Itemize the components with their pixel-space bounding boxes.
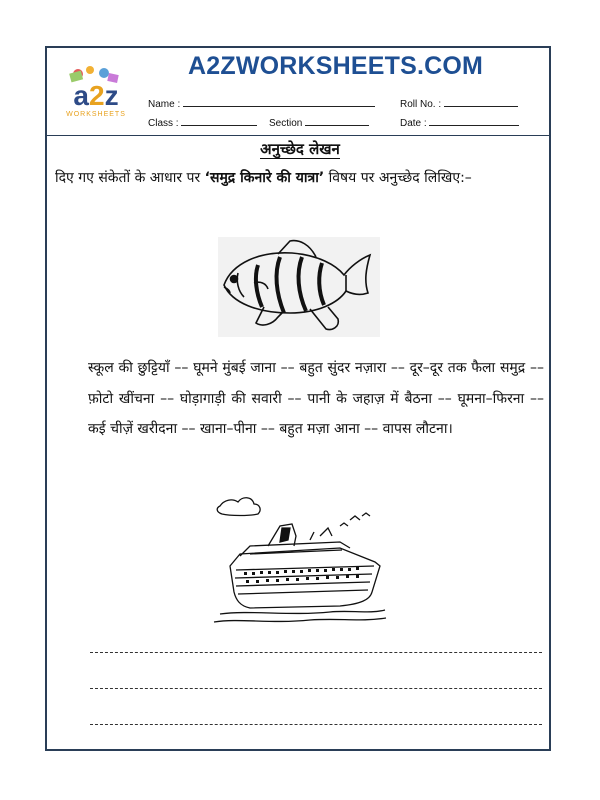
name-label: Name : (148, 99, 181, 110)
class-field[interactable] (148, 116, 257, 129)
hints-paragraph: स्कूल की छुट्टियाँ –– घूमने मुंबई जाना –– बहुत सुंदर नज़ारा –– दूर–दूर तक फैला समुद्र –– फ़ोटो खींचना –– घोड़ागाड़ी की सवारी –– पानी के जहाज़ में बैठना –– घूमना–फिरना –– कई चीज़ें खरीदना –– खाना–पीना –– बहुत मज़ा आना –– वापस लौटना। (88, 360, 544, 437)
section-line[interactable] (305, 116, 369, 126)
site-title: A2ZWORKSHEETS.COM (188, 52, 484, 80)
instruction-topic: ‘समुद्र किनारे की यात्रा’ (204, 170, 325, 186)
svg-text:a2z: a2z (73, 80, 119, 111)
instruction-pre: दिए गए संकेतों के आधार पर (55, 170, 201, 186)
worksheet-title-text: अनुच्छेद लेखन (260, 140, 340, 158)
ship-illustration (210, 496, 390, 632)
name-field[interactable] (148, 97, 375, 110)
section-field[interactable] (269, 116, 369, 129)
roll-label: Roll No. : (400, 99, 442, 110)
a2z-logo (56, 60, 136, 120)
instruction (55, 163, 545, 194)
date-field[interactable] (400, 116, 519, 129)
worksheet-title (0, 139, 600, 159)
fish-illustration (218, 237, 380, 337)
section-label: Section (269, 118, 303, 129)
name-line[interactable] (183, 97, 375, 107)
date-line[interactable] (429, 116, 519, 126)
date-label: Date : (400, 118, 427, 129)
instruction-post: विषय पर अनुच्छेद लिखिए:– (328, 170, 472, 186)
header-divider (47, 135, 549, 136)
roll-field[interactable] (400, 97, 518, 110)
class-line[interactable] (181, 116, 257, 126)
class-label: Class : (148, 118, 179, 129)
writing-line-3[interactable] (90, 724, 542, 725)
writing-line-1[interactable] (90, 652, 542, 653)
roll-line[interactable] (444, 97, 518, 107)
svg-text:WORKSHEETS: WORKSHEETS (66, 111, 126, 118)
writing-line-2[interactable] (90, 688, 542, 689)
